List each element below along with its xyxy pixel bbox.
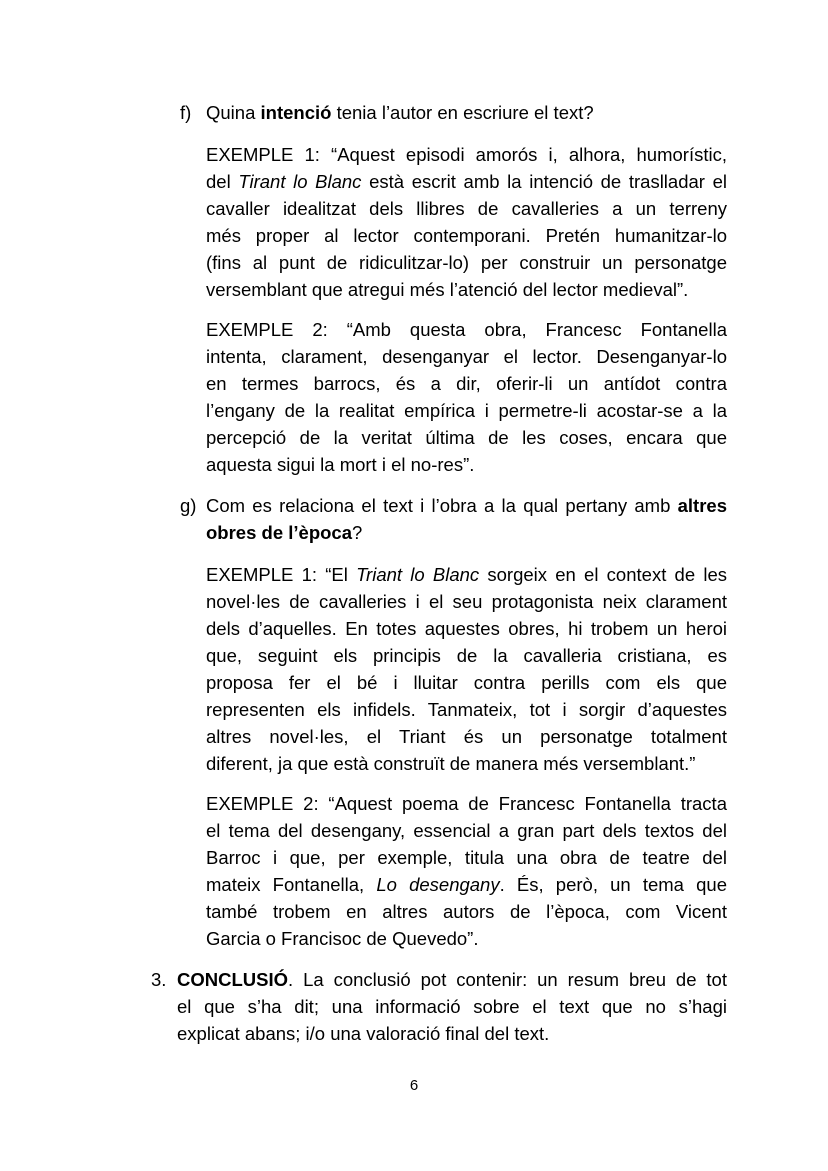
section-text: CONCLUSIÓ. La conclusió pot contenir: un resum breu de tot el que s’ha dit; una informació sobre el text que no s’hagi explicat abans; i/o una valoració final del text. [177, 969, 727, 1044]
question-text: Com es relaciona el text i l’obra a la qual pertany amb altres obres de l’època? [206, 495, 727, 543]
example-g-1: EXEMPLE 1: “El Triant lo Blanc sorgeix en el context de les novel·les de cavalleries i el seu protagonista neix clarament dels d’aquelles. En totes aquestes obres, hi trobem un heroi que, seguint els principis de la cavalleria cristiana, es proposa fer el bé i lluitar contra perills com els que representen els infidels. Tanmateix, tot i sorgir d’aquestes altres novel·les, el Triant és un personatge totalment diferent, ja que està construït de manera més versemblant.” [206, 564, 728, 774]
list-marker: f) [180, 102, 192, 123]
page-number: 6 [409, 1077, 419, 1094]
question-g [0, 492, 828, 546]
example-f-2: EXEMPLE 2: “Amb questa obra, Francesc Fontanella intenta, clarament, desenganyar el lector. Desenganyar-lo en termes barrocs, és a dir, oferir-li un antídot contra l’engany de la realitat empírica i permetre-li acostar-se a la percepció de la veritat última de les coses, encara que aquesta sigui la mort i el no-res”. [206, 319, 727, 475]
question-text: Quina intenció tenia l’autor en escriure el text? [206, 102, 594, 123]
example-f-1: EXEMPLE 1: “Aquest episodi amorós i, alhora, humorístic, del Tirant lo Blanc està escrit amb la intenció de traslladar el cavaller idealitzat dels llibres de cavalleries a un terreny més proper al lector contemporani. Pretén humanitzar-lo (fins al punt de ridiculitzar-lo) per construir un personatge versemblant que atregui més l’atenció del lector medieval”. [206, 144, 727, 300]
question-f [0, 99, 828, 126]
list-marker: 3. [151, 969, 167, 990]
section-conclusio [0, 966, 828, 1047]
example-g-2: EXEMPLE 2: “Aquest poema de Francesc Fontanella tracta el tema del desengany, essencial a gran part dels textos del Barroc i que, per exemple, titula una obra de teatre del mateix Fontanella, Lo desengany. És, però, un tema que també trobem en altres autors de l’època, com Vicent Garcia o Francisoc de Quevedo”. [206, 793, 727, 949]
list-marker: g) [180, 495, 197, 516]
